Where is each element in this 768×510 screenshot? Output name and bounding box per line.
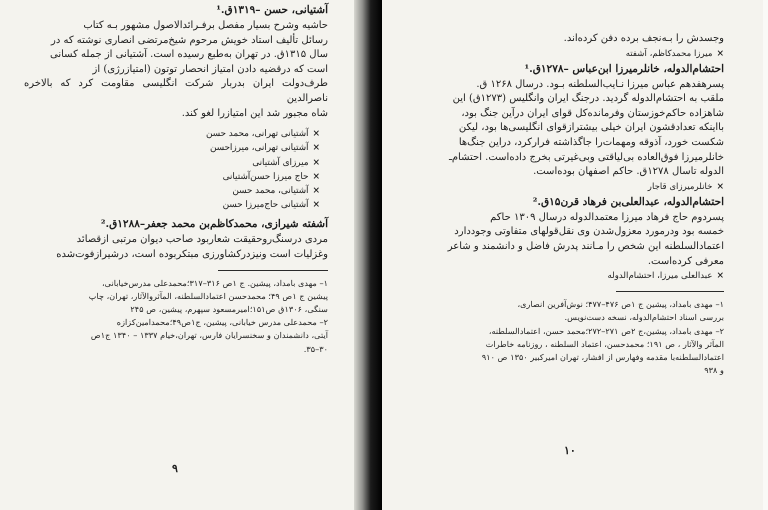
see-also-item	[24, 198, 320, 212]
body-line: طرف‌دولت ایران بدربار شرکت انگلیسی مقاومت کرد که بالاخره ناصرالدین	[24, 78, 328, 104]
see-also-item	[412, 49, 724, 59]
body-line: سال ۱۳۱۵ق. در تهران به‌طبع رسیده است. آشتیانی از جمله کسانی	[50, 49, 328, 61]
see-also-label: میرزای آشتیانی	[252, 157, 309, 168]
footnote-line: المآثر والآثار ، ص ۱۹۱؛ محمدحسن، اعتماد السلطنه ، روزنامه خاطرات	[485, 338, 724, 349]
see-also-item	[24, 184, 320, 198]
scan-edge	[763, 0, 768, 510]
body-line: شکست خورد، آذوقه ومهمات‌را جاگذاشته فرارکرد، دراین جنگ‌ها	[458, 136, 724, 148]
see-also-label: حاج میرزا حسن‌آشتیانی	[222, 171, 309, 182]
entry-title-ashofteh: آشفته شیرازی، محمدکاظم‌بن محمد جعفر–۱۲۸۸ق.²	[100, 218, 328, 231]
page-left	[0, 0, 354, 510]
cross-ref-icon: ×	[716, 271, 724, 282]
see-also-item	[24, 141, 320, 155]
cross-ref-icon: ×	[312, 185, 320, 196]
footnotes-left	[24, 277, 328, 356]
cross-ref-icon: ×	[312, 143, 320, 154]
body-line: معرفی کرده‌است.	[647, 255, 724, 267]
body-line: بااینکه تعدادقشون ایران خیلی بیشترازقوای انگلیسی‌ها بود، لیکن	[458, 122, 724, 134]
entry-body-ashtiani	[24, 19, 328, 121]
see-also-item	[24, 170, 320, 184]
cross-ref-icon: ×	[312, 171, 320, 182]
cross-ref-icon: ×	[312, 129, 320, 140]
footnote-divider	[616, 291, 724, 292]
page-number: ۹	[172, 462, 178, 475]
entry-body-ashofteh	[24, 233, 328, 262]
book-gutter	[354, 0, 382, 510]
body-line: اعتمادالسلطنه این شخص را مـانند پدرش فاضل و دانشمند و شاعر	[447, 240, 724, 252]
cross-ref-icon: ×	[312, 200, 320, 211]
entry-title-ehtesham-abdolali: احتشام‌الدوله، عبدالعلی‌بن فرهاد قرن۱۵ق.²	[532, 195, 724, 208]
cross-ref-icon: ×	[312, 157, 320, 168]
entry-body-ehtesham-khanlar	[412, 78, 724, 180]
cross-ref-icon: ×	[716, 48, 724, 59]
footnote-line: سنگی، ۱۳۰۶ق ص۱۵۱؛امیرمسعود سپهرم، پیشین، ص ۲۴۵	[130, 303, 328, 314]
body-line: وغزلیات است ونیزدرکشاورزی مبتکربوده است، درشیرازفوت‌شده	[56, 248, 328, 260]
entry-title-ashtiani: آشتیانی، حسن –۱۳۱۹ق.¹	[216, 4, 328, 16]
footnote-line: ۳۰–۳۵.	[303, 343, 328, 354]
see-also-label: آشتیانی حاج‌میرزا حسن	[222, 200, 309, 211]
footnote-line: آیتی، دانشمندان و سخنسرایان فارس، تهران،خیام ۱۳۳۷ – ۱۳۴۰ ج۱ص	[90, 330, 328, 341]
cross-ref-icon: ×	[716, 181, 724, 192]
footnote-line: بررسی اسناد احتشام‌الدوله، نسخه دست‌نویس.	[564, 312, 724, 323]
footnote-line: ۱– مهدی بامداد، پیشین ج ۱ص ۴۷۶–۴۷۷؛ نوش‌آفرین انصاری،	[517, 299, 724, 310]
body-line: شاهزاده حاکم‌خوزستان وفرمانده‌کل قوای ایران درآین جنگ بود،	[461, 107, 724, 119]
body-line: پسردوم حاج فرهاد میرزا معتمدالدوله درسال ۱۳۰۹ حاکم	[490, 211, 724, 223]
footnote-line: ۱– مهدی بامداد، پیشین. ج ۱ص ۳۱۶–۳۱۷؛محمدعلی مدرس‌خیابانی،	[102, 277, 328, 288]
see-also-item	[412, 271, 724, 281]
body-line: رسائل تألیف استاد خویش مرحوم شیخ‌مرتضی انصاری نوشته که در	[51, 34, 328, 46]
see-also-label: میرزا محمدکاظم، آشفته	[625, 48, 713, 59]
footnote-line: ۲– مهدی بامداد، پیشین،ج ۲ص ۲۷۱–۲۷۲؛محمد حسن، اعتمادالسلطنه،	[488, 325, 724, 336]
body-line: خانلرمیرزا فوق‌العاده بی‌لیاقتی وبی‌غیرتی بخرج داده‌است. احتشام‌ـ	[448, 151, 724, 163]
body-line: الدوله تاسال ۱۲۷۸ق. حاکم اصفهان بوده‌است.	[533, 166, 724, 178]
footnote-line: اعتمادالسلطنه‌با مقدمه وفهارس از افشار، تهران امیرکبیر ۱۳۵۰ ص ۹۱۰	[481, 351, 724, 362]
entry-title-ehtesham-khanlar: احتشام‌الدوله، خانلرمیرزا ابن‌عباس –۱۲۷۸ق.¹	[524, 62, 724, 75]
body-line: مردی درسنگ‌روحقیقت شعاربود صاحب دیوان مرتبی ازقصائد	[76, 234, 328, 246]
footnote-line: ۲– محمدعلی مدرس خیابانی، پیشین، ج۱ص۴۹؛محمدامین‌کزازه	[116, 317, 328, 328]
footnotes-right	[412, 298, 724, 377]
footnote-divider	[218, 270, 328, 271]
see-also-item	[24, 127, 320, 141]
footnote-line: پیشین ج ۱ص ۴۹؛ محمدحسن اعتمادالسلطنه، المآثروالآثار، تهران، چاپ	[88, 290, 328, 301]
body-line: خمسه بود ودرمورد معزول‌شدن وی نقل‌قولهای متفاوتی وجوددارد	[454, 226, 724, 238]
see-also-list	[24, 127, 328, 212]
page-right	[382, 0, 768, 510]
see-also-label: آشتیانی تهرانی، میرزاحسن	[209, 143, 309, 154]
see-also-label: آشتیانی، محمد حسن	[232, 185, 309, 196]
body-line: است که درقضیه دادن امتیاز انحصار توتون (امتیازرژی) از	[92, 63, 328, 75]
body-line: پسرهفدهم عباس میرزا نـایب‌السلطنه بـود. درسال ۱۲۶۸ ق.	[476, 78, 724, 90]
footnote-line: و ۹۳۸	[704, 365, 724, 376]
body-line: شاه مجبور شد این امتیازرا لغو کند.	[181, 107, 328, 119]
page-number: ۱۰	[564, 444, 576, 457]
see-also-label: خانلرمیرزای قاجار	[647, 181, 713, 192]
body-line: ملقب به احتشام‌الدوله گردید. درجنگ ایران وانگلیس (۱۲۷۳ق) این	[452, 93, 724, 105]
body-line: حاشیه وشرح بسیار مفصل برفـرائدالاصول مشهور بـه کتاب	[83, 20, 328, 31]
see-also-label: عبدالعلی میرزا، احتشام‌الدوله	[607, 271, 713, 282]
body-line: وجسدش را بـه‌نجف برده دفن کرده‌اند.	[563, 33, 724, 44]
see-also-item	[412, 182, 724, 192]
entry-body-ehtesham-abdolali	[412, 211, 724, 269]
see-also-item	[24, 156, 320, 170]
see-also-label: آشتیانی تهرانی، محمد حسن	[205, 129, 309, 140]
